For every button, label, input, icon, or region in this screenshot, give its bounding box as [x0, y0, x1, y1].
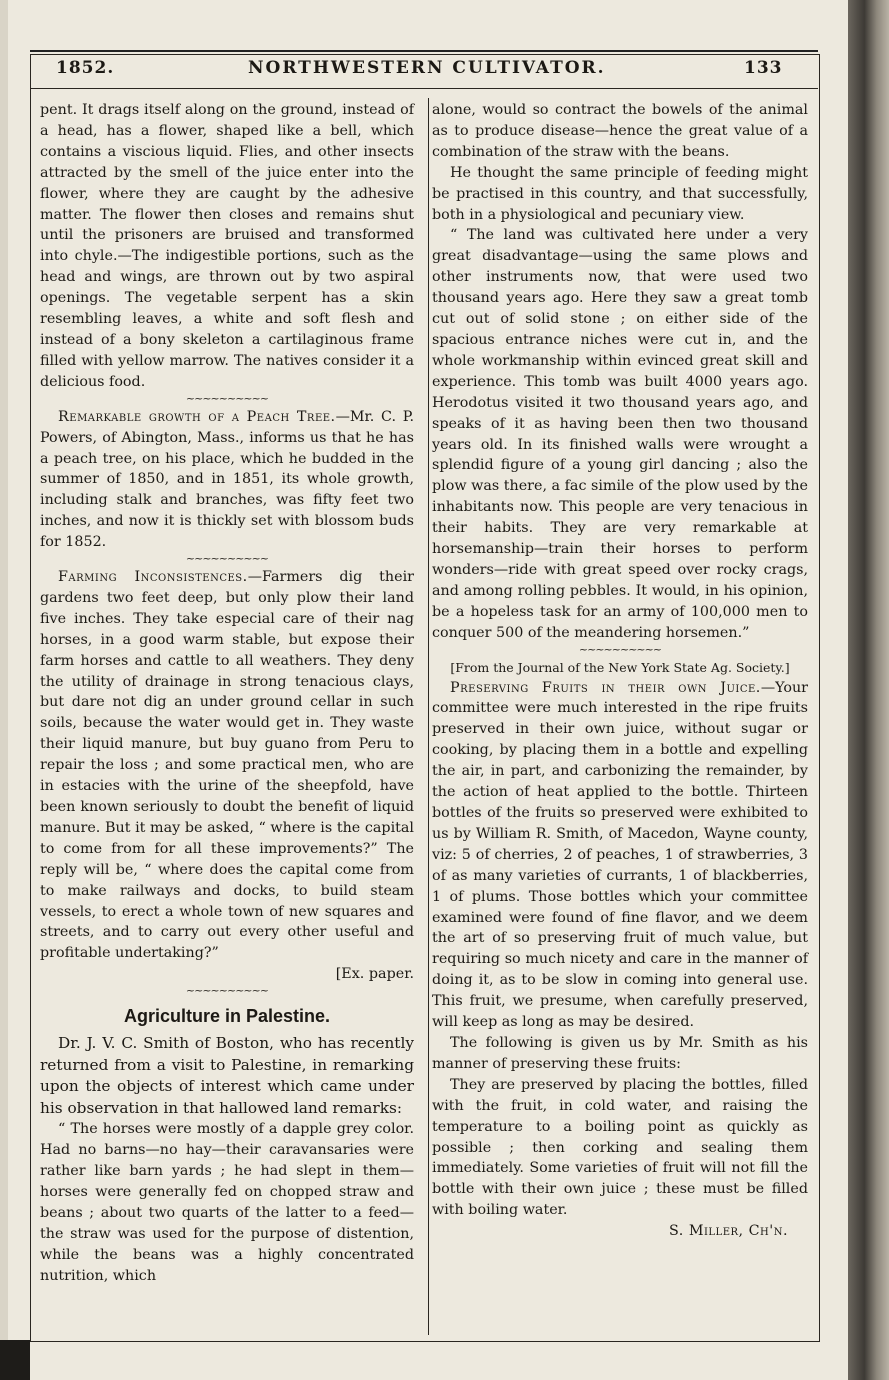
- peach-tree-text: —Mr. C. P. Powers, of Abington, Mass., informs us that he has a peach tree, on his place, which he budded in the summer of 1850, and in 1851, its whole growth, including stalk and branches, was fifty feet two inches, and now it is thickly set with blossom buds for 1852.: [40, 408, 414, 551]
- land-paragraph: “ The land was cultivated here under a very great disadvantage—using the same plows and other instruments now, that were used two thousand years ago. Here they saw a great tomb cut out of solid stone ; on either side of the spacious entrance niches were cut in, and the whole workmanship within evinced great skill and experience. This tomb was built 4000 years ago. Herodotus visited it two thousand years ago, and speaks of it as having been then two thousand years old. In its finished walls were wrought a splendid figure of a young girl dancing ; also the plow was there, a fac simile of the plow used by the inhabitants now. This people are very tenacious in their habits. They are very remarkable at horsemanship—train their horses to perform wonders—ride with great speed over rocky crags, and among rolling pebbles. It would, in his opinion, be a hopeless task for an army of 100,000 men to conquer 500 of the meandering horsemen.”: [432, 227, 809, 641]
- continuation-paragraph: alone, would so contract the bowels of the animal as to produce disease—hence the great value of a combination of the straw with the beans.: [432, 102, 808, 160]
- section-ornament: ~~~~~~~~~~: [578, 642, 662, 656]
- farming-article: [40, 567, 414, 964]
- feeding-paragraph: He thought the same principle of feeding might be practised in this country, and that successfully, both in a physiological and pecuniary view.: [432, 164, 808, 223]
- following-paragraph: The following is given us by Mr. Smith as his manner of preserving these fruits:: [432, 1034, 808, 1072]
- header-year: 1852.: [56, 58, 115, 78]
- header-bottom-rule: [30, 88, 818, 89]
- right-column: [432, 100, 808, 1242]
- page-header: [40, 58, 810, 88]
- preserving-heading: Preserving Fruits in their own Juice.: [450, 679, 761, 696]
- peach-tree-article: [40, 407, 414, 553]
- section-ornament: ~~~~~~~~~~: [185, 984, 269, 998]
- source-note: [From the Journal of the New York State Ag. Society.]: [450, 659, 790, 675]
- farming-text: —Farmers dig their gardens two feet deep, but only plow their land five inches. They take especial care of their nag horses, in a good warm stable, but expose their farm horses and cattle to all weathers. They deny the utility of drainage in strong tenacious clays, but dare not dig an under ground cellar in such soils, because the water would get in. They waste their liquid manure, but buy guano from Peru to repair the loss ; and some practical men, who are in estacies with the urine of the sheepfold, have been known seriously to doubt the benefit of liquid manure. But it may be asked, “ where is the capital to come from for all these improvements?” The reply will be, “ where does the capital come from to make railways and docks, to build steam vessels, to erect a whole town of new squares and streets, and to carry out every other useful and profitable undertaking?”: [40, 569, 414, 962]
- header-top-rule: [30, 50, 818, 52]
- header-title: NORTHWESTERN CULTIVATOR.: [248, 58, 606, 78]
- preserving-article: [432, 678, 808, 1033]
- serpent-paragraph: pent. It drags itself along on the ground, instead of a head, has a flower, shaped like a bell, which contains a viscious liquid. Flies, and other insects attracted by the smell of the juice enter into the flower, where they are caught by the adhesive matter. The flower then closes and remains shut until the prisoners are bruised and transformed into chyle.—The indigestible portions, such as the head and wings, are thrown out by two aspiral openings. The vegetable serpent has a skin resembling leaves, a white and soft flesh and instead of a bony skeleton a cartilaginous frame filled with yellow marrow. The natives consider it a delicious food.: [40, 102, 414, 390]
- palestine-heading: Agriculture in Palestine.: [123, 1006, 331, 1027]
- palestine-quote: “ The horses were mostly of a dapple grey color. Had no barns—no hay—their caravansaries were rather like barn yards ; he had slept in them—horses were generally fed on chopped straw and beans ; about two quarts of the latter to a feed—the straw was used for the purpose of distention, while the beans was a highly concentrated nutrition, which: [40, 1121, 414, 1284]
- left-column: [40, 100, 414, 1286]
- column-divider: [428, 98, 429, 1335]
- section-ornament: ~~~~~~~~~~: [185, 391, 269, 405]
- preserving-text: —Your committee were much interested in the ripe fruits preserved in their own juice, without sugar or cooking, by placing them in a bottle and expelling the air, in part, and carbonizing the remainder, by the action of heat applied to the bottle. Thirteen bottles of the fruits so preserved were exhibited to us by William R. Smith, of Macedon, Wayne county, viz: 5 of cherries, 2 of peaches, 1 of strawberries, 3 of as many varieties of currants, 1 of blackberries, 1 of plums. Those bottles which your committee examined were found of fine flavor, and we deem the art of so preserving fruit of much value, but requiring so much nicety and care in the manner of doing it, as to be slow in coming into general use. This fruit, we presume, when carefully preserved, will keep as long as may be desired.: [432, 679, 808, 1031]
- section-ornament: ~~~~~~~~~~: [185, 552, 269, 566]
- scan-ink-blot: [0, 1340, 30, 1380]
- method-paragraph: They are preserved by placing the bottles, filled with the fruit, in cold water, and raising the temperature to a boiling point as quickly as possible ; then corking and sealing them immediately. Some varieties of fruit will not fill the bottle with their own juice ; these must be filled with boiling water.: [432, 1076, 808, 1219]
- peach-tree-heading: Remarkable growth of a Peach Tree.: [58, 408, 336, 425]
- header-page-number: 133: [744, 58, 783, 78]
- farming-heading: Farming Inconsistences.: [58, 569, 248, 586]
- farming-source: [Ex. paper.: [335, 966, 414, 983]
- page-edge-shadow: [848, 0, 889, 1380]
- signature: S. Miller, Ch'n.: [668, 1223, 788, 1240]
- palestine-intro: Dr. J. V. C. Smith of Boston, who has recently returned from a visit to Palestine, in remarking upon the objects of interest which came under his observation in that hallowed land remarks:: [40, 1034, 414, 1117]
